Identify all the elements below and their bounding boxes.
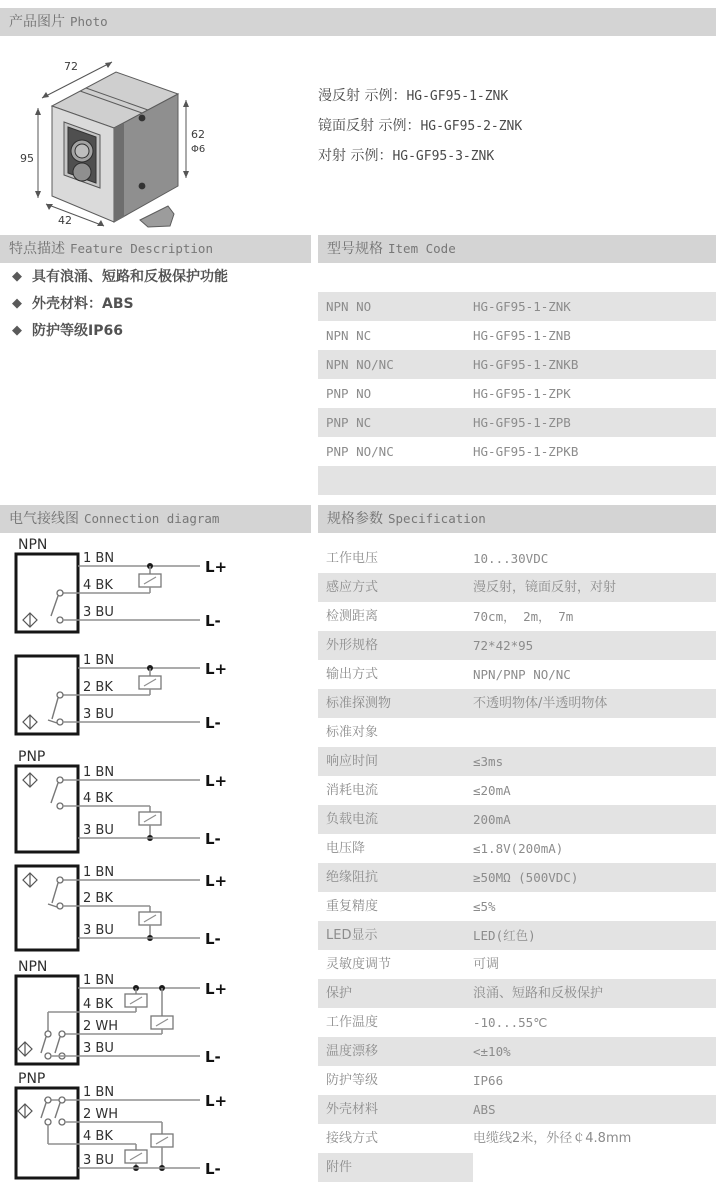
feature-text: 防护等级IP66 <box>32 323 123 339</box>
section-header-item-code <box>318 235 716 263</box>
switch-lever <box>51 596 58 616</box>
section-title-en: Feature Description <box>70 241 213 256</box>
section-title-en: Photo <box>70 14 108 29</box>
wiring-diagram-npn-nc <box>8 650 238 742</box>
item-code-table <box>318 292 716 495</box>
section-header-feature <box>0 235 311 263</box>
spec-value <box>473 1153 716 1182</box>
sensor-groove <box>114 123 124 222</box>
spec-name: 接线方式 <box>326 1131 379 1146</box>
spec-row <box>318 689 716 718</box>
diagram-type-label: NPN <box>18 959 48 975</box>
spec-value <box>473 718 716 747</box>
item-type: NPN NC <box>326 328 372 343</box>
switch-contact <box>59 1031 65 1037</box>
section-header-specification <box>318 505 716 533</box>
dim-right: 62 <box>191 128 205 141</box>
wire-label: 4 BK <box>83 578 113 593</box>
spec-name: 附件 <box>318 1153 473 1182</box>
spec-row <box>318 573 716 602</box>
spec-value: 漫反射，镜面反射，对射 <box>473 580 617 595</box>
spec-row <box>318 863 716 892</box>
spec-value: 不透明物体/半透明物体 <box>473 696 608 711</box>
spec-name: 工作电压 <box>326 551 379 566</box>
feature-item <box>12 320 123 340</box>
dim-bottom: 42 <box>58 214 72 227</box>
spec-name: 绝缘阻抗 <box>326 870 379 885</box>
item-type: NPN NO/NC <box>326 357 394 372</box>
diamond-bullet-icon: ◆ <box>12 322 22 338</box>
switch-contact <box>57 903 63 909</box>
sensor-box <box>16 866 78 950</box>
spec-value: 10...30VDC <box>473 551 549 566</box>
example-label: 漫反射 示例： <box>318 88 407 104</box>
section-title-zh: 产品图片 <box>9 14 65 30</box>
spec-row <box>318 544 716 573</box>
spec-name: 防护等级 <box>326 1073 379 1088</box>
spec-value: LED(红色) <box>473 928 536 943</box>
terminal-plus: L+ <box>205 772 228 790</box>
wire-label: 3 BU <box>83 823 114 838</box>
terminal-minus: L- <box>205 612 221 630</box>
spec-name: 负载电流 <box>326 812 379 827</box>
table-row <box>318 379 716 408</box>
spec-row <box>318 979 716 1008</box>
switch-lever <box>52 698 58 719</box>
spec-value: <±10% <box>473 1044 511 1059</box>
wiring-diagram-npn-nonc <box>8 958 238 1070</box>
nc-contact-bar <box>48 904 57 907</box>
switch-contact <box>45 1097 51 1103</box>
section-title-en: Specification <box>388 511 486 526</box>
feature-text: 具有浪涌、短路和反极保护功能 <box>32 269 228 285</box>
switch-contact <box>57 617 63 623</box>
spec-row <box>318 921 716 950</box>
spec-row <box>318 1066 716 1095</box>
spec-name: 检测距离 <box>326 609 379 624</box>
example-label: 对射 示例： <box>318 148 393 164</box>
wire-label: 1 BN <box>83 551 115 566</box>
wiring-diagram-pnp-nonc <box>8 1070 238 1183</box>
example-line <box>318 88 508 104</box>
spec-name: 外形规格 <box>326 638 379 653</box>
feature-text: 外壳材料：ABS <box>32 296 134 312</box>
spec-value: 电缆线2米，外径￠4.8mm <box>473 1131 632 1146</box>
wire-label: 3 BU <box>83 605 114 620</box>
example-label: 镜面反射 示例： <box>318 118 421 134</box>
spec-value: ≤5% <box>473 899 496 914</box>
terminal-plus: L+ <box>205 558 228 576</box>
item-type: PNP NC <box>326 415 372 430</box>
wire-label: 4 BK <box>83 791 113 806</box>
example-line <box>318 118 522 134</box>
wiring-diagram-pnp-no <box>8 748 238 858</box>
spec-row <box>318 631 716 660</box>
spec-row <box>318 1153 716 1182</box>
switch-lever <box>51 783 58 803</box>
item-type: NPN NO <box>326 299 372 314</box>
sensor-foot <box>140 206 174 227</box>
spec-value: IP66 <box>473 1073 504 1088</box>
item-code: HG-GF95-1-ZNB <box>473 328 571 343</box>
terminal-minus: L- <box>205 930 221 948</box>
spec-value: ≥50MΩ (500VDC) <box>473 870 579 885</box>
wire-label: 4 BK <box>83 997 113 1012</box>
spec-value: ABS <box>473 1102 496 1117</box>
terminal-plus: L+ <box>205 980 228 998</box>
diamond-bullet-icon: ◆ <box>12 295 22 311</box>
table-row <box>318 321 716 350</box>
spec-name: 消耗电流 <box>326 783 379 798</box>
wire-label: 4 BK <box>83 1129 113 1144</box>
wire-label: 2 BK <box>83 680 113 695</box>
switch-contact <box>57 803 63 809</box>
wire-label: 3 BU <box>83 707 114 722</box>
sensor-box <box>16 766 78 852</box>
section-header-connection <box>0 505 311 533</box>
spec-row <box>318 1095 716 1124</box>
item-code: HG-GF95-1-ZNKB <box>473 357 579 372</box>
terminal-minus: L- <box>205 1048 221 1066</box>
diagram-type-label: PNP <box>18 1071 46 1087</box>
wire-label: 2 WH <box>83 1019 119 1034</box>
spec-row <box>318 747 716 776</box>
spec-value: 200mA <box>473 812 511 827</box>
wire-label: 1 BN <box>83 1085 115 1100</box>
spec-value: -10...55℃ <box>473 1015 548 1030</box>
diamond-bullet-icon: ◆ <box>12 268 22 284</box>
spec-value: NPN/PNP NO/NC <box>473 667 571 682</box>
feature-item <box>12 293 134 313</box>
switch-contact <box>45 1119 51 1125</box>
product-drawing <box>20 46 220 228</box>
switch-contact <box>57 590 63 596</box>
spec-row <box>318 1008 716 1037</box>
spec-name: 感应方式 <box>326 580 379 595</box>
terminal-minus: L- <box>205 714 221 732</box>
item-code: HG-GF95-1-ZNK <box>473 299 571 314</box>
spec-name: LED显示 <box>326 928 378 943</box>
wire-label: 1 BN <box>83 653 115 668</box>
section-header-photo <box>0 8 716 36</box>
spec-row <box>318 602 716 631</box>
feature-item <box>12 266 228 286</box>
spec-value: 70cm， 2m， 7m <box>473 609 574 624</box>
dim-left: 95 <box>20 152 34 165</box>
switch-contact <box>59 1119 65 1125</box>
switch-contact <box>57 777 63 783</box>
specification-table <box>318 544 716 1182</box>
terminal-minus: L- <box>205 1160 221 1178</box>
wire-label: 1 BN <box>83 865 115 880</box>
item-code: HG-GF95-1-ZPKB <box>473 444 579 459</box>
table-row-empty <box>318 466 716 495</box>
wire-label: 2 WH <box>83 1107 119 1122</box>
spec-name: 电压降 <box>326 841 366 856</box>
switch-lever <box>55 1037 60 1053</box>
item-type: PNP NO/NC <box>326 444 394 459</box>
item-type: PNP NO <box>326 386 372 401</box>
spec-name: 灵敏度调节 <box>326 957 392 972</box>
diagram-type-label: NPN <box>18 537 48 553</box>
dim-hole: Φ6 <box>191 144 206 155</box>
spec-name: 工作温度 <box>326 1015 379 1030</box>
spec-value: 可调 <box>473 957 500 972</box>
table-row <box>318 437 716 466</box>
terminal-plus: L+ <box>205 1092 228 1110</box>
example-code: HG-GF95-2-ZNK <box>420 119 523 134</box>
spec-name: 重复精度 <box>326 899 379 914</box>
spec-name: 标准探测物 <box>326 696 392 711</box>
screw-hole-top <box>139 115 146 122</box>
table-row <box>318 292 716 321</box>
wire-label: 3 BU <box>83 923 114 938</box>
spec-name: 外壳材料 <box>326 1102 379 1117</box>
switch-lever <box>52 883 58 903</box>
spec-row <box>318 1037 716 1066</box>
wiring-diagram-pnp-nc <box>8 860 238 956</box>
spec-name: 标准对象 <box>326 725 379 740</box>
switch-contact <box>57 877 63 883</box>
example-code: HG-GF95-1-ZNK <box>406 89 509 104</box>
spec-row <box>318 1124 716 1153</box>
spec-row <box>318 660 716 689</box>
section-title-zh: 型号规格 <box>327 241 383 257</box>
example-line <box>318 148 494 164</box>
spec-row <box>318 776 716 805</box>
spec-value: ≤1.8V(200mA) <box>473 841 564 856</box>
section-title-en: Connection diagram <box>84 511 220 526</box>
spec-value: ≤20mA <box>473 783 511 798</box>
spec-name: 输出方式 <box>326 667 379 682</box>
item-code: HG-GF95-1-ZPB <box>473 415 571 430</box>
wire-label: 1 BN <box>83 765 115 780</box>
wire-label: 1 BN <box>83 973 115 988</box>
table-row <box>318 350 716 379</box>
spec-row <box>318 834 716 863</box>
terminal-plus: L+ <box>205 660 228 678</box>
nc-contact-bar <box>48 720 57 723</box>
switch-contact <box>45 1053 51 1059</box>
item-code: HG-GF95-1-ZPK <box>473 386 571 401</box>
section-title-zh: 特点描述 <box>9 241 65 257</box>
switch-lever <box>41 1037 46 1053</box>
spec-row <box>318 892 716 921</box>
spec-row <box>318 805 716 834</box>
terminal-plus: L+ <box>205 872 228 890</box>
switch-contact <box>59 1097 65 1103</box>
wire-label: 2 BK <box>83 891 113 906</box>
wire-label: 3 BU <box>83 1041 114 1056</box>
example-code: HG-GF95-3-ZNK <box>392 149 495 164</box>
table-row <box>318 408 716 437</box>
spec-name: 响应时间 <box>326 754 379 769</box>
diagram-type-label: PNP <box>18 749 46 765</box>
screw-hole-bottom <box>139 183 146 190</box>
switch-contact <box>57 719 63 725</box>
wire-label: 3 BU <box>83 1153 114 1168</box>
switch-lever <box>55 1103 60 1118</box>
spec-value: 72*42*95 <box>473 638 534 653</box>
spec-value: 浪涌、短路和反极保护 <box>473 986 604 1001</box>
spec-row <box>318 950 716 979</box>
sensor-lens-lower <box>73 163 91 181</box>
spec-name: 温度漂移 <box>326 1044 379 1059</box>
section-title-zh: 电气接线图 <box>9 511 79 527</box>
switch-contact <box>45 1031 51 1037</box>
dim-top: 72 <box>64 60 78 73</box>
section-title-en: Item Code <box>388 241 456 256</box>
wiring-diagram-npn-no <box>8 536 238 638</box>
switch-contact <box>57 692 63 698</box>
spec-row <box>318 718 716 747</box>
terminal-minus: L- <box>205 830 221 848</box>
switch-lever <box>41 1103 46 1118</box>
spec-value: ≤3ms <box>473 754 504 769</box>
section-title-zh: 规格参数 <box>327 511 383 527</box>
spec-name: 保护 <box>326 986 353 1001</box>
